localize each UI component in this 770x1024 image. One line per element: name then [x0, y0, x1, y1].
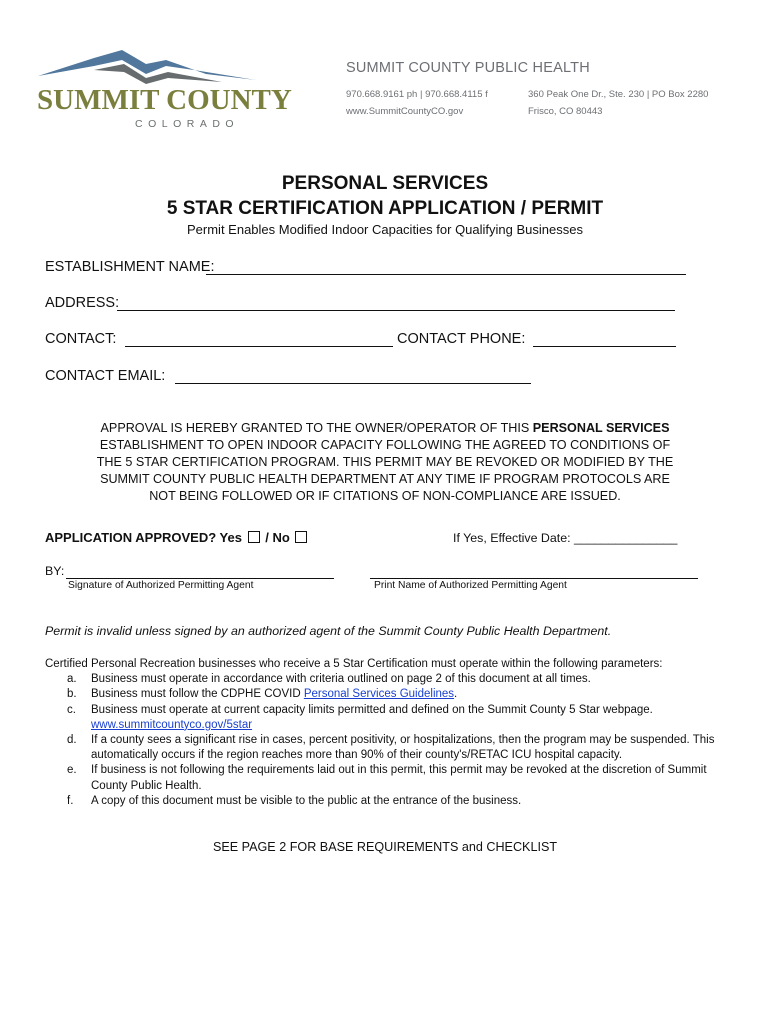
guidelines-link[interactable]: Personal Services Guidelines [303, 688, 455, 701]
website: www.SummitCountyCO.gov [346, 106, 464, 117]
list-item: f. A copy of this document must be visible to the public at the entrance of the business. [67, 794, 522, 807]
signature-caption: Signature of Authorized Permitting Agent [68, 580, 254, 591]
establishment-name-label: ESTABLISHMENT NAME: [45, 259, 215, 275]
contact-phone-line[interactable] [533, 346, 676, 347]
5star-link[interactable]: www.summitcountyco.gov/5star [91, 718, 253, 731]
page-2-reference: SEE PAGE 2 FOR BASE REQUIREMENTS and CHECKLIST [212, 840, 558, 854]
phone-fax: 970.668.9161 ph | 970.668.4115 f [346, 89, 488, 100]
print-name-line[interactable] [370, 578, 698, 579]
address-label: ADDRESS: [45, 295, 120, 311]
effective-date: If Yes, Effective Date: _______________ [453, 531, 678, 545]
list-item: c. Business must operate at current capacity limits permitted and defined on the Summit County 5 Star webpage. www.summitcountyco.gov/5star [67, 703, 653, 731]
logo-state-name: COLORADO [135, 118, 240, 130]
establishment-name-line[interactable] [206, 274, 686, 275]
contact-email-line[interactable] [175, 383, 531, 384]
no-checkbox[interactable] [295, 531, 307, 543]
contact-label: CONTACT: [45, 331, 117, 347]
title-line-2: 5 STAR CERTIFICATION APPLICATION / PERMIT [166, 198, 604, 219]
subtitle: Permit Enables Modified Indoor Capacities for Qualifying Businesses [187, 222, 583, 237]
list-item: a. Business must operate in accordance with criteria outlined on page 2 of this document at all times. [67, 673, 591, 686]
mountain-blue-shape [38, 50, 256, 80]
address-line-2: Frisco, CO 80443 [528, 106, 603, 117]
contact-phone-label: CONTACT PHONE: [397, 331, 526, 347]
department-name: SUMMIT COUNTY PUBLIC HEALTH [346, 60, 590, 76]
print-name-caption: Print Name of Authorized Permitting Agent [374, 580, 567, 591]
contact-line[interactable] [125, 346, 393, 347]
list-item: e. If business is not following the requirements laid out in this permit, this permit may be revoked at the discretion of Summit County Public Health. [67, 764, 707, 792]
parameters-intro: Certified Personal Recreation businesses who receive a 5 Star Certification must operate within the following parameters: [45, 658, 663, 670]
signature-line[interactable] [66, 578, 334, 579]
title-line-1: PERSONAL SERVICES [281, 173, 489, 194]
application-approved: APPLICATION APPROVED? Yes / No [45, 530, 309, 545]
address-line-1: 360 Peak One Dr., Ste. 230 | PO Box 2280 [528, 89, 709, 100]
list-item: b. Business must follow the CDPHE COVID Personal Services Guidelines. [67, 688, 458, 701]
address-line[interactable] [117, 310, 675, 311]
parameters-list [45, 657, 735, 809]
logo-county-name: SUMMIT COUNTY [37, 84, 292, 116]
approval-statement: APPROVAL IS HEREBY GRANTED TO THE OWNER/OPERATOR OF THIS PERSONAL SERVICES ESTABLISHMENT TO OPEN INDOOR CAPACITY FOLLOWING THE AGREED TO CONDITIONS OF THE 5 STAR CERTIFICATION PROGRAM. THIS PERMIT MAY BE REVOKED OR MODIFIED BY THE SUMMIT COUNTY PUBLIC HEALTH DEPARTMENT AT ANY TIME IF PROGRAM PROTOCOLS ARE NOT BEING FOLLOWED OR IF CITATIONS OF NON-COMPLIANCE ARE ISSUED. [96, 421, 674, 503]
list-item: d. If a county sees a significant rise in cases, percent positivity, or hospitalizations, then the program may be suspended. This automatically occurs if the region reaches more than 90% of their county's/RETAC ICU hospital capacity. [67, 734, 715, 762]
by-label: BY: [45, 564, 65, 578]
contact-email-label: CONTACT EMAIL: [45, 368, 166, 384]
yes-checkbox[interactable] [248, 531, 260, 543]
validity-note: Permit is invalid unless signed by an authorized agent of the Summit County Public Health Department. [45, 624, 612, 638]
